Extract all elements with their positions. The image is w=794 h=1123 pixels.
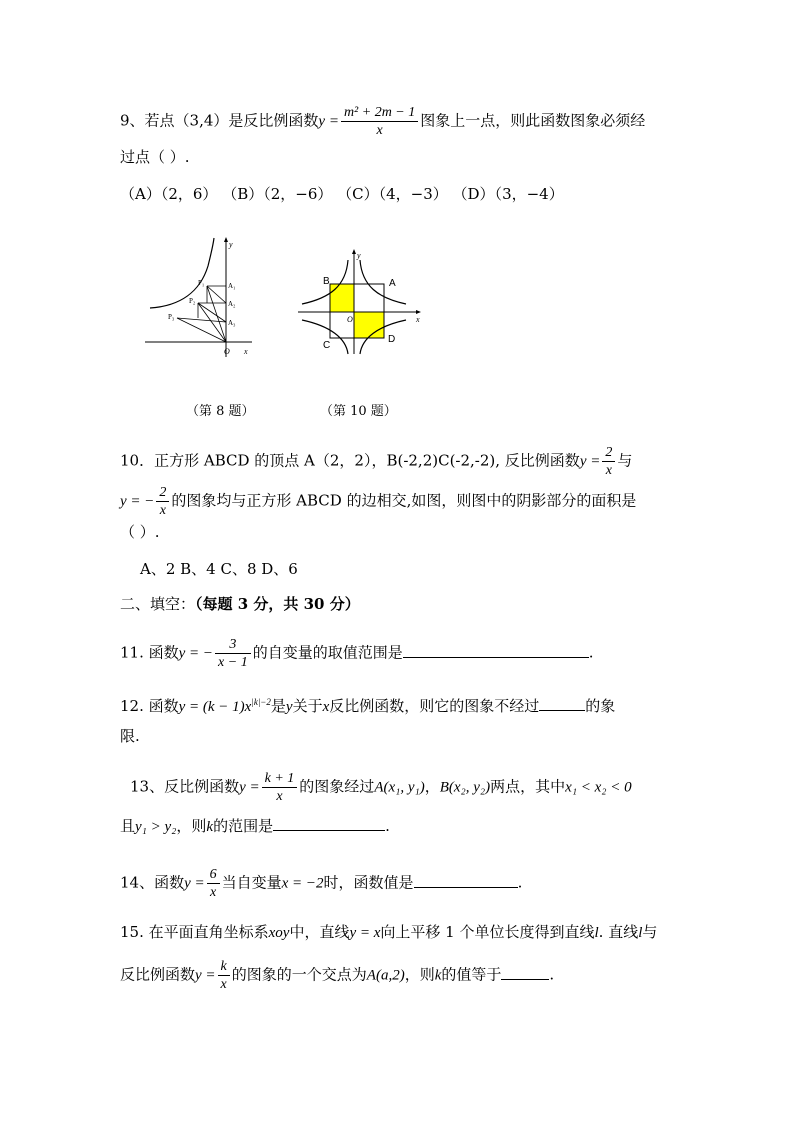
q15-line1: 15. 在平面直角坐标系xoy中，直线y = x向上平移 1 个单位长度得到直线l. 直线l与 <box>120 923 658 941</box>
fig8-label-p1: P₁ <box>198 279 205 287</box>
figure-10 <box>296 246 426 356</box>
q12-line1: 12. 函数$y = (k - 1)x^{|k|-2}$是y关于x反比例函数，则它的图象不经过 的象 <box>120 697 616 715</box>
fig8-y-arrow <box>224 237 228 242</box>
fig10-y-arrow <box>352 249 356 254</box>
q9-line2: 过点（ ）. <box>120 148 190 166</box>
fig8-label-p3: P₃ <box>168 313 175 321</box>
fig10-label-x: x <box>416 315 420 324</box>
q15-fraction: $\frac{k}{x}$ <box>218 958 230 993</box>
q13-fraction: $\frac{k + 1}{x}$ <box>262 770 298 805</box>
q9-options: （A）（2，6） （B）（2，−6） （C）（4，−3） （D）（3，−4） <box>120 185 564 203</box>
q14-answer-blank[interactable] <box>414 873 518 888</box>
fig8-label-y: y <box>229 240 233 249</box>
fig10-label-b: B <box>323 276 330 287</box>
fig10-x-arrow <box>416 310 421 314</box>
fig10-label-y: y <box>357 251 361 260</box>
q11-fraction: $\frac{3}{x - 1}$ <box>215 636 251 671</box>
q11-answer-blank[interactable] <box>403 643 589 658</box>
fig8-label-p2: P₂ <box>189 297 196 305</box>
fig8-label-o: O <box>224 347 230 356</box>
figure-8 <box>140 236 260 358</box>
q14-fraction: $\frac{6}{x}$ <box>207 866 220 901</box>
fig8-label-a1: A₁ <box>228 282 236 290</box>
q13-line2: 且y₁ > y₂，则k的范围是 . <box>120 817 390 835</box>
fig10-shade-br <box>354 312 384 338</box>
fig8-label-a3: A₃ <box>228 319 236 327</box>
fig8-hyperbola <box>150 238 214 308</box>
q14: 14、函数y = $\frac{6}{x}$ 当自变量x = −2时，函数值是 . <box>120 867 523 900</box>
q15-answer-blank[interactable] <box>501 965 549 980</box>
fig10-shade-tl <box>330 284 354 312</box>
q10-fraction-2: $\frac{2}{x}$ <box>156 484 169 519</box>
fig8-label-a2: A₂ <box>228 300 236 308</box>
section-2-heading: 二、填空：（每题 3 分，共 30 分） <box>120 595 360 613</box>
q12-line2: 限. <box>120 727 140 745</box>
q10-options: A、2 B、4 C、8 D、6 <box>140 560 298 578</box>
figure-8-caption: （第 8 题） <box>186 404 255 419</box>
q10-line3: （ ）. <box>120 523 160 541</box>
q9-line1: 9、若点（3,4）是反比例函数y = $\frac{\text{m² + 2m − 1}}{x}$ 图象上一点，则此函数图象必须经 <box>120 105 646 138</box>
fig10-label-a: A <box>389 278 396 289</box>
q10-line1: 10．正方形 ABCD 的顶点 A（2，2），B(-2,2)C(-2,-2), 反比例函数y = $\frac{2}{x}$ 与 <box>120 445 633 478</box>
figure-10-caption: （第 10 题） <box>320 404 397 419</box>
fig8-p2-a3 <box>198 303 226 322</box>
q11: 11. 函数y = − $\frac{3}{x - 1}$ 的自变量的取值范围是 . <box>120 637 594 670</box>
q10-line2: y = − $\frac{2}{x}$ 的图象均与正方形 ABCD 的边相交,如图，则图中的阴影部分的面积是 <box>120 485 637 518</box>
fig10-label-o: O <box>347 315 353 324</box>
q12-answer-blank[interactable] <box>539 696 585 711</box>
q9-fraction: $\frac{\text{m² + 2m − 1}}{x}$ <box>341 104 418 139</box>
fig8-p2-o <box>198 303 226 342</box>
q13-answer-blank[interactable] <box>273 816 385 831</box>
q13-line1: 13、反比例函数y = $\frac{k + 1}{x}$ 的图象经过A(x₁, y₁)，B(x₂, y₂)两点，其中x₁ < x₂ < 0 <box>130 771 632 804</box>
fig8-label-x: x <box>244 347 248 356</box>
fig10-label-d: D <box>388 334 396 345</box>
fig10-label-c: C <box>323 340 331 351</box>
fig10-branch-q1 <box>360 260 406 304</box>
q10-fraction-1: $\frac{2}{x}$ <box>602 444 615 479</box>
q15-line2: 反比例函数y = $\frac{k}{x}$ 的图象的一个交点为A(a,2)，则k的值等于 . <box>120 959 555 992</box>
